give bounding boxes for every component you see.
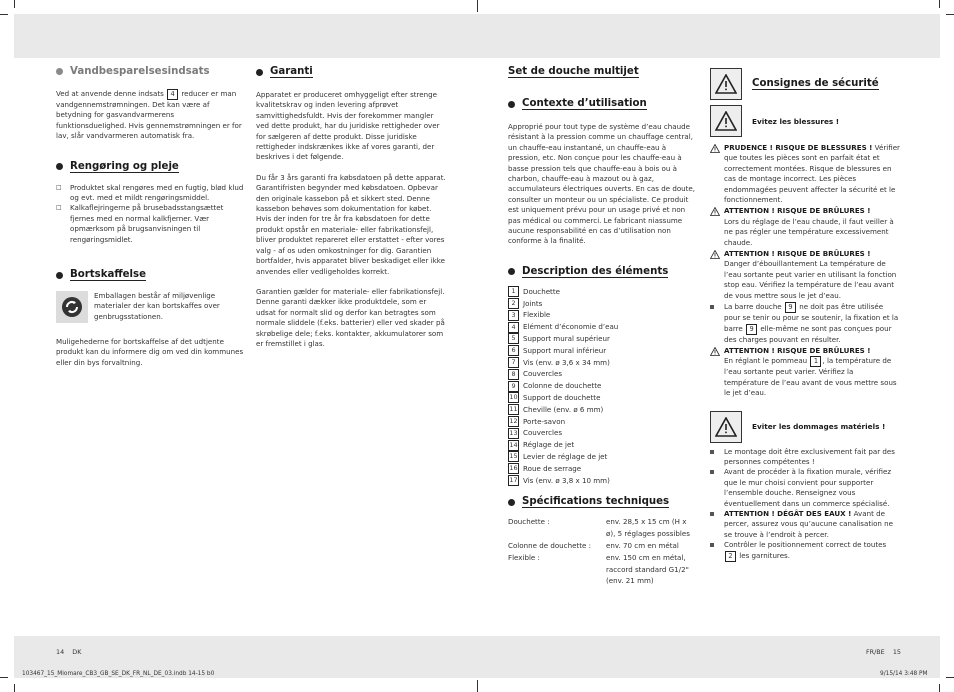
part-number-box: 13 xyxy=(509,428,518,437)
part-number-box: 10 xyxy=(509,393,518,402)
part-label: Réglage de jet xyxy=(523,440,575,450)
text-a: La barre douche xyxy=(724,302,782,312)
product-title xyxy=(508,66,698,78)
part-number-box: 1 xyxy=(508,286,519,297)
checkbox-icon: □ xyxy=(56,183,62,191)
part-label: Couvercles xyxy=(523,369,563,379)
part-label: Support mural inférieur xyxy=(523,345,607,355)
warning-item xyxy=(710,206,900,248)
part-row xyxy=(508,357,698,369)
bullet-item xyxy=(710,302,900,345)
part-number-box: 12 xyxy=(509,417,518,426)
heading-specs xyxy=(508,496,698,508)
part-label: Vis (env. ø 3,8 x 10 mm) xyxy=(523,475,610,485)
header-band xyxy=(14,14,940,58)
crop-mark xyxy=(939,0,940,8)
heading-text: Contexte d’utilisation xyxy=(522,98,647,109)
heading-cleaning xyxy=(56,161,246,173)
warranty-paragraph: Garantien gælder for materiale- eller fabrikationsfejl. Denne garanti dækker ikke produktdele, som er udsat for normalt slid og derfor kan betragtes som normale sliddele (f.eks. batterier) eller ved skader på skrøbelige dele; f.eks. kontakter, akkumulatorer som er fremstillet i glas. xyxy=(256,286,445,348)
crop-mark xyxy=(939,684,940,692)
part-label: Joints xyxy=(523,298,543,308)
bullet-text: Avant de procéder à la fixation murale, vérifiez que le mur choisi convient pour supporter l’ensemble douche. Renseignez vous éventuellement dans un commerce spécialisé. xyxy=(724,467,892,508)
warning-text: Danger d’ébouillantement La température de l’eau sortante peut varier en utilisant la fonction stop eau. Vérifiez la température de l’eau avant de vous mettre sous le jet d’eau. xyxy=(724,259,897,300)
part-row xyxy=(508,451,698,463)
part-number-box: 11 xyxy=(509,405,518,414)
water-saving-text xyxy=(56,89,246,142)
square-bullet xyxy=(710,450,714,454)
column-french-left xyxy=(508,66,698,587)
warning-triangle-icon xyxy=(710,144,720,153)
warning-title: ATTENTION ! RISQUE DE BRÛLURES ! xyxy=(724,249,871,259)
part-number-box: 17 xyxy=(509,476,518,485)
part-number-box: 4 xyxy=(508,322,519,333)
language-code: DK xyxy=(72,648,82,656)
heading-context xyxy=(508,98,698,110)
heading-water-saving xyxy=(56,66,246,77)
square-bullet xyxy=(710,470,714,474)
square-bullet xyxy=(710,543,714,547)
list-item xyxy=(56,183,246,204)
text-c: elle-même ne sont pas conçues pour des charges pouvant en résulter. xyxy=(724,323,892,344)
crop-mark xyxy=(946,14,954,15)
heading-safety xyxy=(752,78,879,90)
footer-left xyxy=(56,648,81,656)
part-row xyxy=(508,321,698,333)
heading-disposal xyxy=(56,269,246,281)
warning-title: ATTENTION ! RISQUE DE BRÛLURES ! xyxy=(724,206,871,216)
text-b: reducer er man vandgennemstrømningen. Det kan være af betydning for gasvandvarmerens funktionsdueIighed. Hvis gennemstrømningen er for lav, slår vandvarmeren automatisk fra. xyxy=(56,89,242,141)
text-b: ne doit pas être utilisée pour se tenir ou pour se soutenir, la fixation et la barre xyxy=(724,302,899,333)
part-row xyxy=(508,392,698,404)
part-row xyxy=(508,333,698,345)
part-number-box: 4 xyxy=(167,89,178,100)
page-number: 15 xyxy=(892,648,901,656)
context-text: Approprié pour tout type de système d’eau chaude résistant à la pression comme un chauffage central, un chauffe-eau instantané, un chauffe-eau à pression, etc. Non conçue pour les chauffe-eau à basse pression tels que chauffe-eau à bois ou à charbon, chauffe-eau à mazout ou à gaz, accumulateurs électriques ouverts. En cas de doute, consulter un monteur ou un spécialiste. Ce produit est uniquement prévu pour un usage privé et non pas médical ou commerci. Le fabricant niassume aucune responsabilité en cas d’utilisation non conforme à la finalité. xyxy=(508,122,696,246)
warning-item xyxy=(710,346,900,399)
part-row xyxy=(508,475,698,487)
spec-value: env. 70 cm en métal xyxy=(606,541,679,551)
part-number-box: 2 xyxy=(725,551,736,562)
checkbox-icon: □ xyxy=(56,204,62,212)
page-number: 14 xyxy=(56,648,65,656)
column-french-right xyxy=(710,68,900,562)
part-label: Colonne de douchette xyxy=(523,381,602,391)
part-label: Couvercles xyxy=(523,428,563,438)
recycle-icon xyxy=(56,291,88,323)
square-bullet xyxy=(710,305,714,309)
part-number-box: 1 xyxy=(810,356,821,367)
warning-title: ATTENTION ! DÉGÂT DES EAUX ! xyxy=(724,508,852,518)
warning-triangle-icon xyxy=(710,347,720,356)
crop-mark xyxy=(946,677,954,678)
part-row xyxy=(508,380,698,392)
spec-key: Flexible : xyxy=(508,552,540,562)
warning-text: Vérifier que toutes les pièces sont en parfait état et correctement montées. Risque de blessures en cas de montage incorrect. Les pièces endommagées peuvent affecter la sécurité et le fonctionnement. xyxy=(724,143,900,205)
part-label: Douchette xyxy=(523,286,560,296)
warranty-paragraph: Apparatet er produceret omhyggeligt efter strenge kvalitetskrav og inden levering afprøvet samvittighedsfuldt. Hvis der forekommer mangler ved dette produkt, har du juridiske rettigheder over for sælgeren af dette produkt. Disse juridiske rettigheder indskrænkes ikke af vores garanti, der beskrives i det følgende. xyxy=(256,90,440,162)
damage-header xyxy=(710,411,900,443)
heading-text: Set de douche multijet xyxy=(508,66,639,77)
injury-header xyxy=(710,105,900,137)
text-a: En réglant le pommeau xyxy=(724,356,808,366)
language-code: FR/BE xyxy=(866,648,885,656)
footer-right xyxy=(866,648,901,656)
part-number-box: 2 xyxy=(508,298,519,309)
bullet-item xyxy=(710,467,900,509)
part-number-box: 9 xyxy=(746,324,757,335)
text-b: les garnitures. xyxy=(739,550,791,560)
text-a: Contrôler le positionnement correct de toutes xyxy=(724,540,887,550)
print-slug: 103467_15_Miomare_CB3_GB_SE_DK_FR_NL_DE_03.indb 14-15 b0 xyxy=(22,671,215,677)
part-label: Levier de réglage de jet xyxy=(523,452,608,462)
warning-triangle-icon xyxy=(710,207,720,216)
cleaning-list xyxy=(56,183,246,245)
subheading-damage: Eviter les dommages matériels ! xyxy=(752,422,886,432)
list-item xyxy=(56,203,246,245)
part-row xyxy=(508,309,698,321)
warning-title: ATTENTION ! RISQUE DE BRÛLURES ! xyxy=(724,345,871,355)
list-item-text: Kalkaflejringerne på brusebadsstangsættet fjernes med en normal kalkfjerner. Vær opmærksom på brugsanvisningen til rengøringsmidlet. xyxy=(70,203,224,244)
square-bullet xyxy=(710,512,714,516)
part-number-box: 15 xyxy=(509,452,518,461)
part-number-box: 8 xyxy=(508,369,519,380)
part-number-box: 3 xyxy=(508,310,519,321)
disposal-block xyxy=(56,291,246,323)
crop-mark xyxy=(477,0,478,12)
part-number-box: 6 xyxy=(508,345,519,356)
part-number-box: 14 xyxy=(509,440,518,449)
bullet-dot xyxy=(508,268,515,275)
column-danish-right xyxy=(256,66,448,349)
part-label: Roue de serrage xyxy=(523,463,582,473)
heading-text: Rengøring og pleje xyxy=(70,160,179,172)
crop-mark xyxy=(14,684,15,692)
part-row xyxy=(508,368,698,380)
bullet-dot xyxy=(56,163,63,170)
bullet-item xyxy=(710,447,900,468)
bullet-text: Le montage doit être exclusivement fait par des personnes compétentes ! xyxy=(724,446,895,466)
warning-item xyxy=(710,143,900,205)
part-label: Support mural supérieur xyxy=(523,334,610,344)
heading-text: Garanti xyxy=(270,66,313,77)
part-label: Vis (env. ø 3,6 x 34 mm) xyxy=(523,357,610,367)
heading-text: Vandbesparelsesindsats xyxy=(70,66,210,77)
part-row xyxy=(508,416,698,428)
heading-text: Bortskaffelse xyxy=(70,269,146,281)
part-label: Porte-savon xyxy=(523,416,566,426)
part-row xyxy=(508,427,698,439)
part-label: Cheville (env. ø 6 mm) xyxy=(523,404,604,414)
parts-list xyxy=(508,286,698,487)
bullet-dot xyxy=(56,272,63,279)
crop-mark xyxy=(477,680,478,692)
spec-key: Colonne de douchette : xyxy=(508,541,592,551)
spec-value: env. 150 cm en métal, raccord standard G1/2" (env. 21 mm) xyxy=(606,552,689,586)
list-item-text: Produktet skal rengøres med en fugtig, blød klud og evt. med et mildt rengøringsmiddel. xyxy=(70,182,244,203)
bullet-dot xyxy=(508,101,515,108)
bullet-dot xyxy=(256,69,263,76)
heading-text: Consignes de sécurité xyxy=(752,78,879,89)
crop-mark xyxy=(0,14,8,15)
warning-icon xyxy=(710,411,742,443)
warning-icon xyxy=(710,105,742,137)
heading-parts xyxy=(508,266,698,278)
warning-icon xyxy=(710,68,742,100)
safety-header xyxy=(710,68,900,100)
part-label: Support de douchette xyxy=(523,393,601,403)
subheading-injury: Evitez les blessures ! xyxy=(752,116,840,126)
part-row xyxy=(508,404,698,416)
bullet-item xyxy=(710,509,900,540)
bullet-item xyxy=(710,540,900,561)
part-label: Flexible xyxy=(523,310,551,320)
part-row xyxy=(508,345,698,357)
warning-triangle-icon xyxy=(710,250,720,259)
part-row xyxy=(508,439,698,451)
part-number-box: 7 xyxy=(508,357,519,368)
specs-table xyxy=(508,516,698,587)
heading-text: Spécifications techniques xyxy=(522,496,670,508)
part-row xyxy=(508,298,698,310)
bullet-text: Avant de percer, assurez vous qu’aucune canalisation ne se trouve à l’endroit à percer. xyxy=(724,508,894,539)
heading-warranty xyxy=(256,66,448,78)
part-number-box: 16 xyxy=(509,464,518,473)
spec-key: Douchette : xyxy=(508,517,550,527)
warranty-paragraph: Hvis der inden for tre år fra købsdatoen for dette produkt opstår en materiale- eller fabrikationsfejl, bliver produktet repareret eller erstattet - efter vores valg - af os uden omkostninger for dig. Garantien bortfalder, hvis apparatet bliver beskadiget eller ikke anvendes eller vedligeholdes korrekt. xyxy=(256,214,445,276)
print-timestamp: 9/15/14 3:48 PM xyxy=(880,671,928,677)
part-row xyxy=(508,286,698,298)
column-danish-left xyxy=(56,66,246,368)
spec-value: env. 28,5 x 15 cm (H x ø), 5 réglages possibles xyxy=(606,517,690,539)
part-number-box: 5 xyxy=(508,333,519,344)
disposal-text: Emballagen består af miljøvenlige materialer der kan bortskaffes over genbrugsstationen. xyxy=(94,291,220,321)
text-b: , la température de l’eau sortante peut varier. Vérifiez la température de l’eau avant de vous mettre sous le jet d’eau. xyxy=(724,356,897,398)
disposal-text-2: Muligehederne for bortskaffelse af det udtjente produkt kan du informere dig om ved din kommunes eller din bys forvaltning. xyxy=(56,337,244,367)
warning-text: Lors du réglage de l’eau chaude, il faut veiller à ne pas régler une température excessivement chaude. xyxy=(724,216,894,247)
warranty-paragraph: Du får 3 års garanti fra købsdatoen på dette apparat. Garantifristen begynder med købsdatoen. Opbevar den originale kassebon på et sikkert sted. Denne kassebon behøves som dokumentation for købet. xyxy=(256,172,446,214)
text-a: Ved at anvende denne indsats xyxy=(56,89,164,98)
heading-text: Description des éléments xyxy=(522,265,669,277)
bullet-dot xyxy=(56,68,63,75)
crop-mark xyxy=(14,0,15,8)
part-label: Elément d’économie d’eau xyxy=(523,322,619,332)
part-row xyxy=(508,463,698,475)
bullet-dot xyxy=(508,499,515,506)
crop-mark xyxy=(0,677,8,678)
warning-title: PRUDENCE ! RISQUE DE BLESSURES ! xyxy=(724,143,873,152)
part-number-box: 9 xyxy=(508,381,519,392)
part-number-box: 9 xyxy=(785,302,796,313)
warning-item xyxy=(710,249,900,301)
